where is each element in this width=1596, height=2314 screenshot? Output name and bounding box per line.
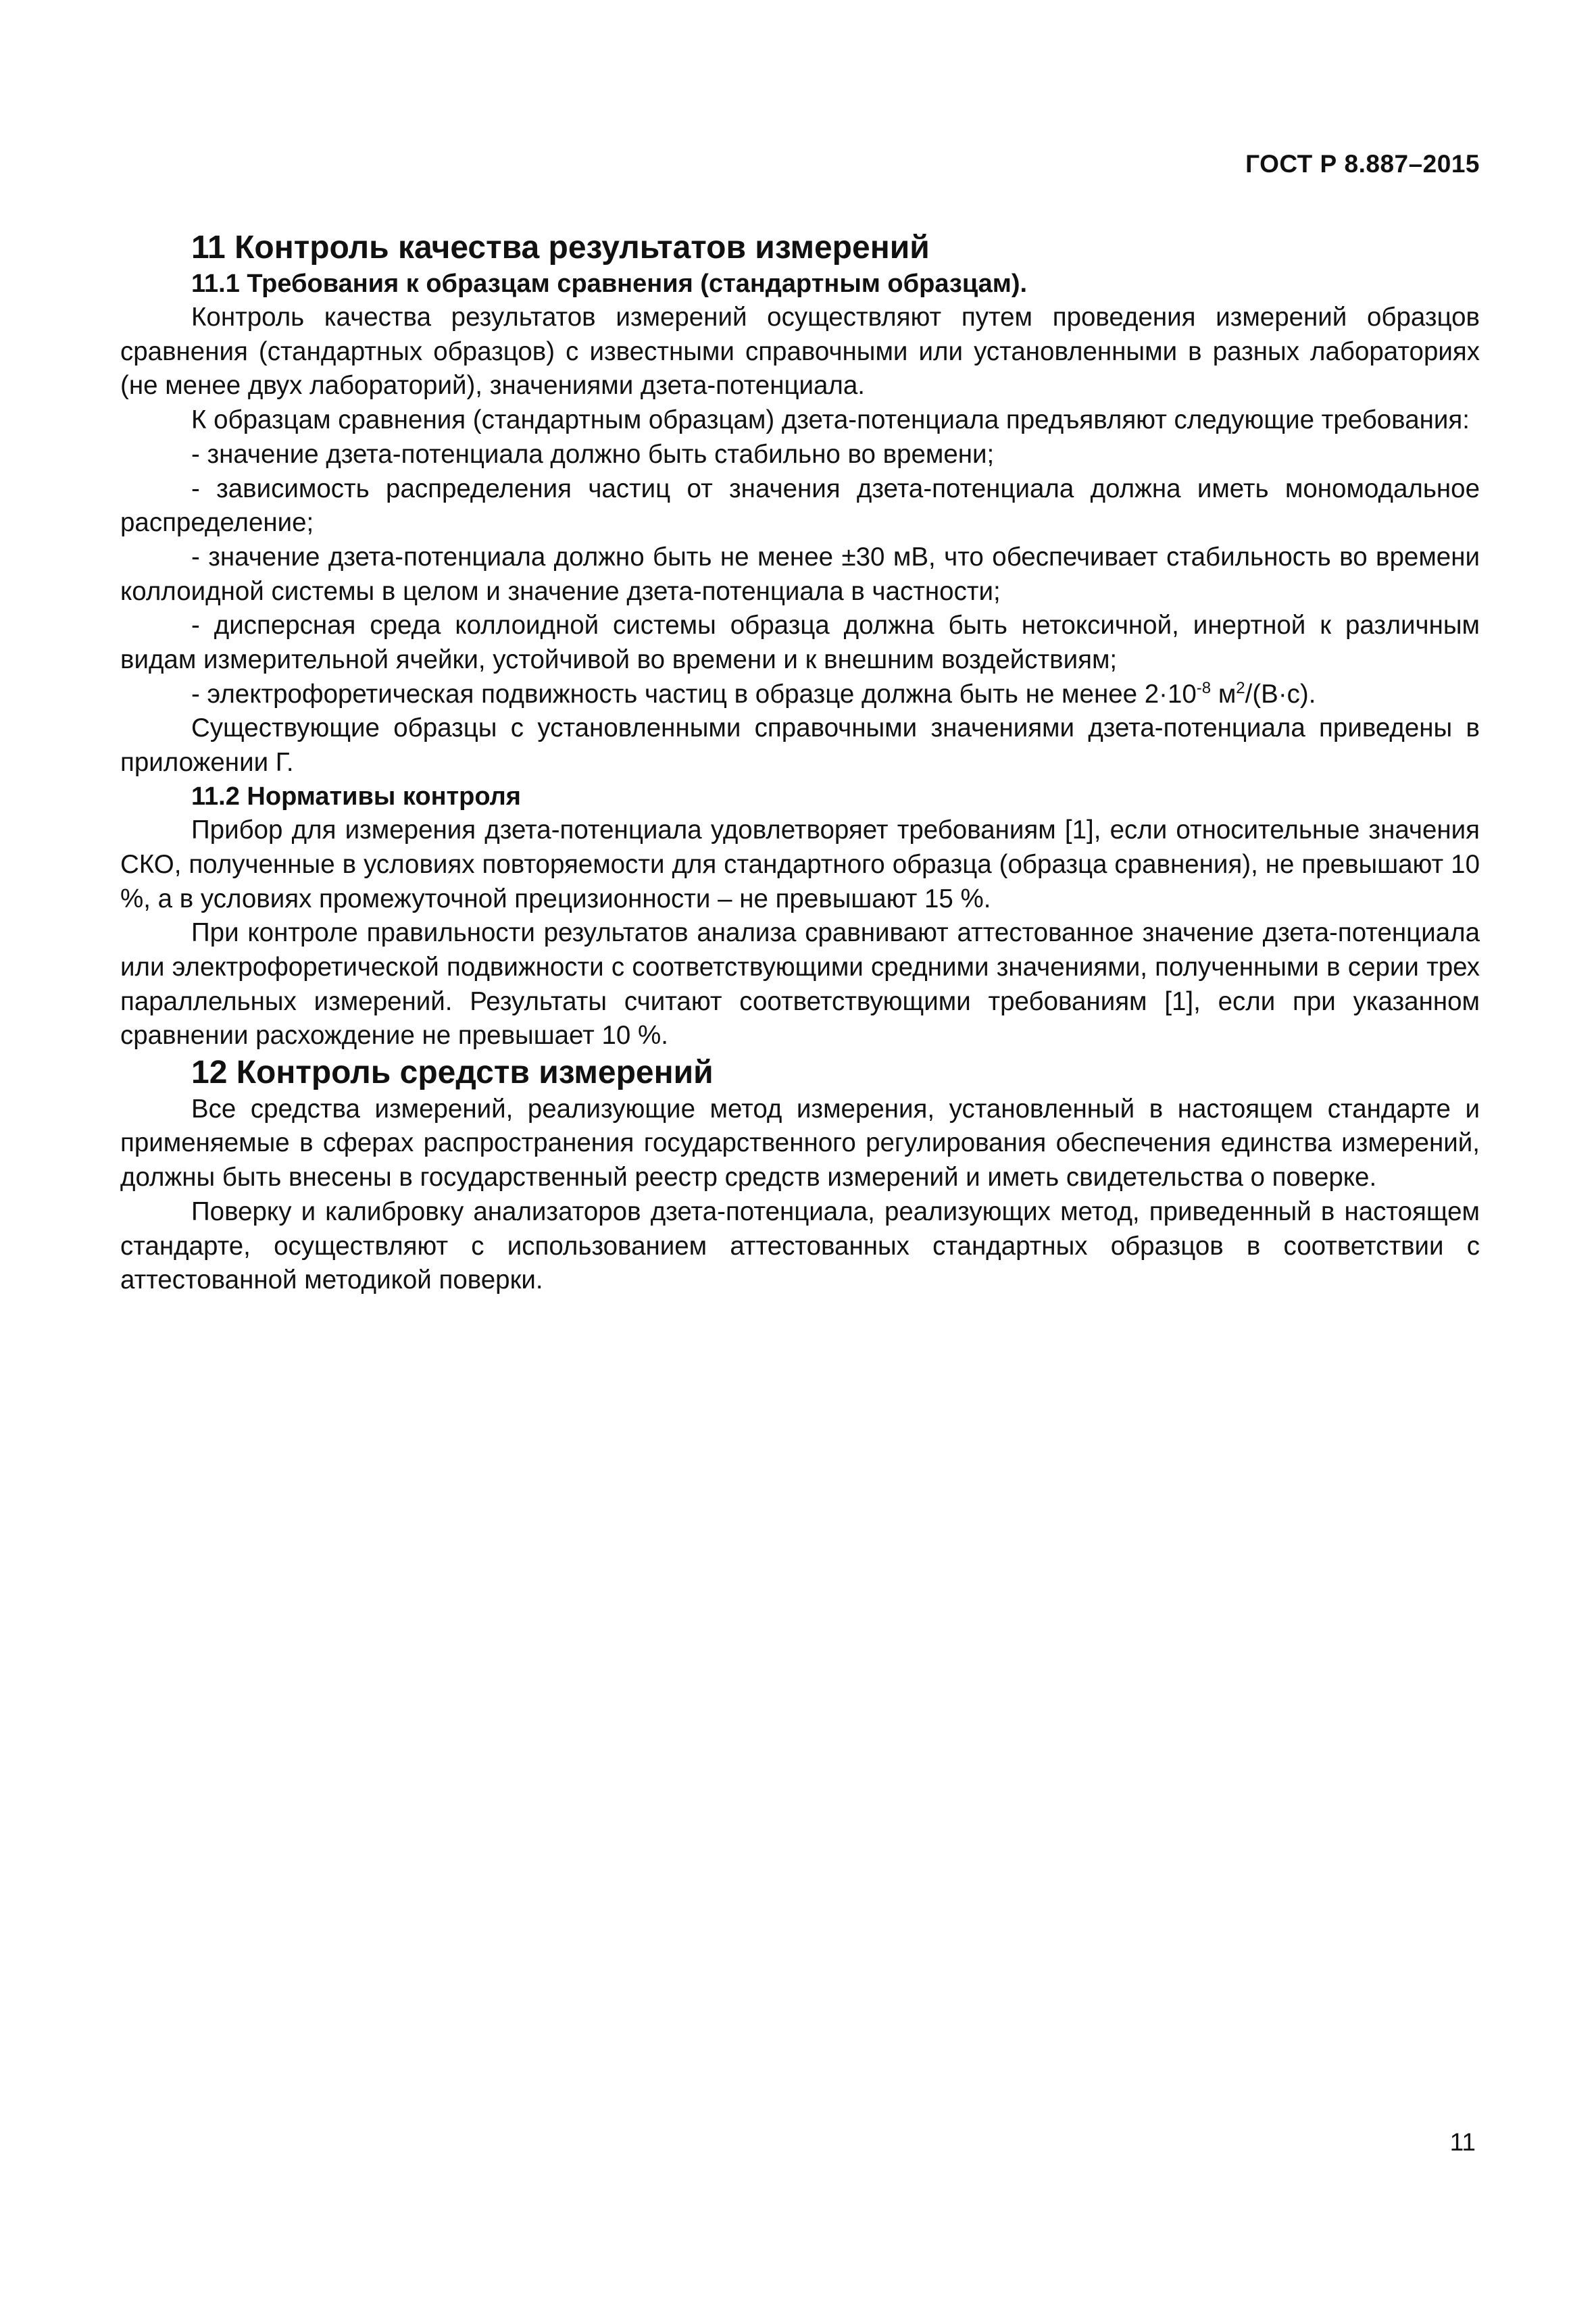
list-item: - дисперсная среда коллоидной системы образца должна быть нетоксичной, инертной к различным видам измерительной ячейки, устойчивой во времени и к внешним воздействиям; [120,611,1480,675]
paragraph: Поверку и калибровку анализаторов дзета-потенциала, реализующих метод, приведенный в настоящем стандарте, осуществляют с использованием аттестованных стандартных образцов в соответствии с аттестованной методикой поверки. [120,1197,1480,1295]
paragraph: Существующие образцы с установленными справочными значениями дзета-потенциала приведены в приложении Г. [120,713,1480,778]
unit-text: м [1211,679,1237,709]
subsection-11-2-title: 11.2 Нормативы контроля [191,782,521,811]
document-body [120,228,1480,1298]
list-item-mobility [120,678,1480,712]
list-item: - значение дзета-потенциала должно быть не менее ±30 мВ, что обеспечивает стабильность во времени коллоидной системы в целом и значение дзета-потенциала в частности; [120,542,1480,606]
paragraph: Контроль качества результатов измерений осуществляют путем проведения измерений образцов сравнения (стандартных образцов) с известными справочными или установленными в разных лабораториях (не менее двух лабораторий), значениями дзета-потенциала. [120,302,1480,401]
page-number: 11 [1449,2128,1476,2156]
paragraph: При контроле правильности результатов анализа сравнивают аттестованное значение дзета-потенциала или электрофоретической подвижности с соответствующими средними значениями, полученными в серии трех параллельных измерений. Результаты считают соответствующими требованиям [1], если при указанном сравнении расхождение не превышает 10 %. [120,918,1480,1051]
subsection-11-1-title: 11.1 Требования к образцам сравнения (стандартным образцам). [191,269,1028,298]
list-item: - значение дзета-потенциала должно быть стабильно во времени; [191,439,995,469]
paragraph: Все средства измерений, реализующие метод измерения, установленный в настоящем стандарте и применяемые в сферах распространения государственного регулирования обеспечения единства измерений, должны быть внесены в государственный реестр средств измерений и иметь свидетельства о поверке. [120,1094,1480,1192]
exponent: 2 [1236,678,1245,697]
section-11-title: 11 Контроль качества результатов измерений [191,230,930,266]
standard-code: ГОСТ Р 8.887–2015 [1245,150,1480,178]
paragraph: Прибор для измерения дзета-потенциала удовлетворяет требованиям [1], если относительные значения СКО, полученные в условиях повторяемости для стандартного образца (образца сравнения), не превышают 10 %, а в условиях промежуточной прецизионности – не превышают 15 %. [120,815,1480,913]
section-12-title: 12 Контроль средств измерений [191,1055,714,1091]
exponent: -8 [1196,678,1212,697]
list-item: - зависимость распределения частиц от значения дзета-потенциала должна иметь мономодальное распределение; [120,474,1480,538]
mobility-text: - электрофоретическая подвижность частиц в образце должна быть не менее 2·10 [191,679,1197,709]
unit-text: /(В·с). [1245,679,1316,709]
paragraph: К образцам сравнения (стандартным образцам) дзета-потенциала предъявляют следующие требования: [191,405,1470,435]
